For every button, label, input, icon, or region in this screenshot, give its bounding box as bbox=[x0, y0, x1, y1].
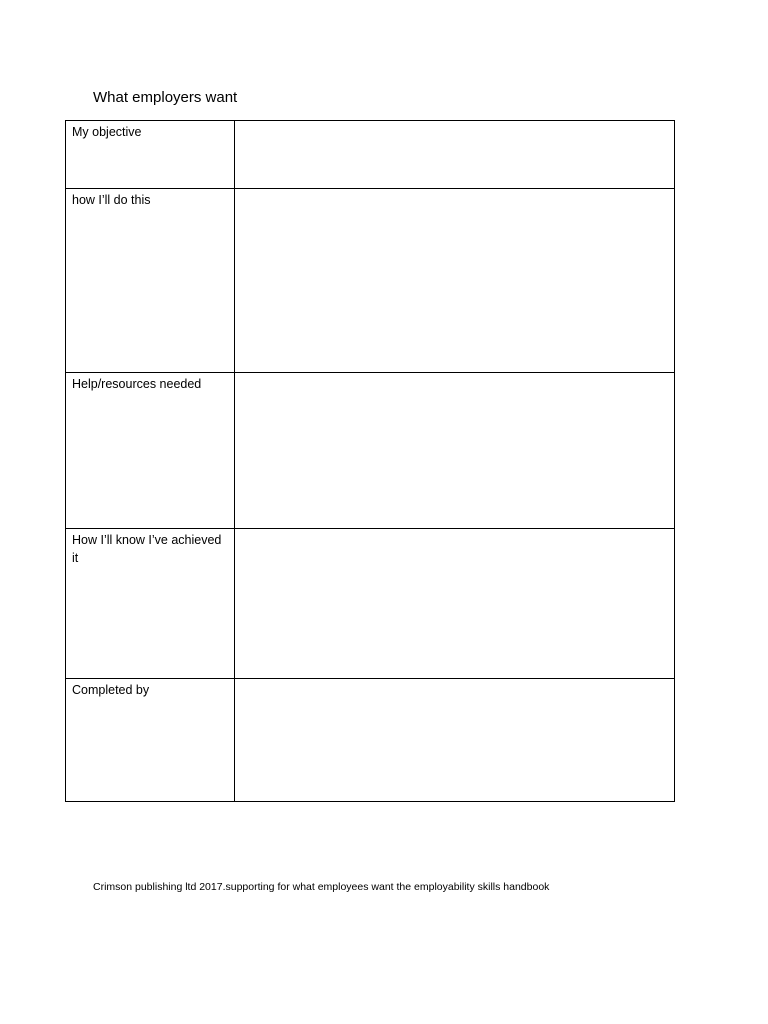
action-plan-table bbox=[65, 120, 675, 802]
label-help-resources: Help/resources needed bbox=[66, 373, 235, 529]
page-title: What employers want bbox=[93, 89, 238, 106]
table-row-know bbox=[66, 529, 675, 679]
table-row-help bbox=[66, 373, 675, 529]
label-how-ill-do-this: how I’ll do this bbox=[66, 189, 235, 373]
table-row-how bbox=[66, 189, 675, 373]
entry-help-resources[interactable] bbox=[235, 373, 675, 529]
label-completed-by: Completed by bbox=[66, 679, 235, 802]
entry-my-objective[interactable] bbox=[235, 121, 675, 189]
entry-how-ill-do-this[interactable] bbox=[235, 189, 675, 373]
label-how-ill-know: How I’ll know I’ve achieved it bbox=[66, 529, 235, 679]
table-row-completed bbox=[66, 679, 675, 802]
entry-how-ill-know[interactable] bbox=[235, 529, 675, 679]
footer-note: Crimson publishing ltd 2017.supporting for what employees want the employability skills handbook bbox=[93, 881, 550, 893]
entry-completed-by[interactable] bbox=[235, 679, 675, 802]
label-my-objective: My objective bbox=[66, 121, 235, 189]
table-row-objective bbox=[66, 121, 675, 189]
